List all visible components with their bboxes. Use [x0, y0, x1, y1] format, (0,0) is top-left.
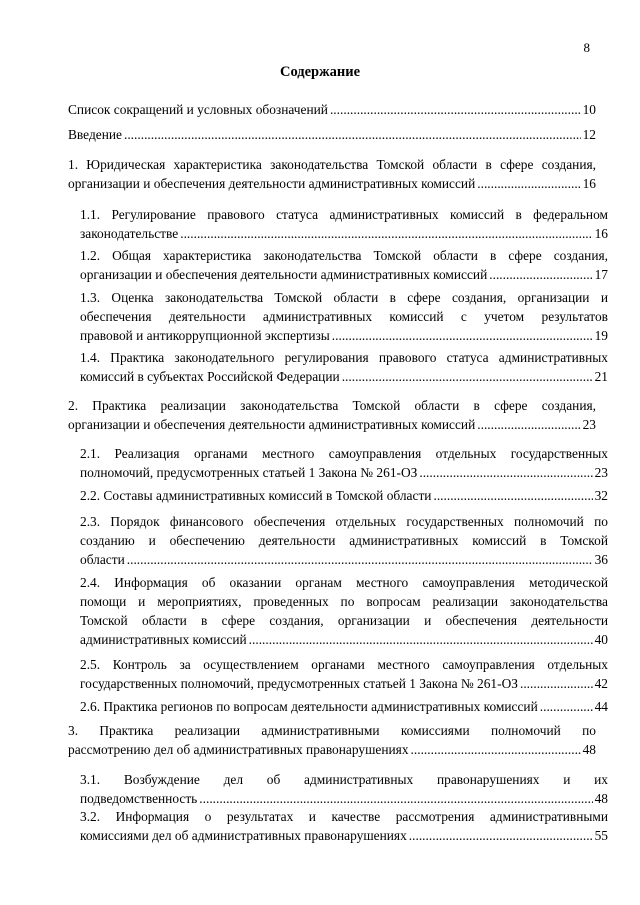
toc-entry[interactable]	[68, 512, 608, 569]
toc-entry-title: административных комиссий	[80, 632, 247, 647]
dot-leader	[409, 826, 593, 845]
dot-leader	[199, 789, 592, 808]
toc-entry-line: 3. Практика реализации административными комиссиями полномочий по	[68, 723, 596, 738]
toc-entry-line: 2.5. Контроль за осуществлением органами местного самоуправления отдельных	[80, 657, 608, 672]
toc-entry-line: 2.1. Реализация органами местного самоуправления отдельных государственных	[80, 446, 608, 461]
toc-entry-title: области	[80, 552, 125, 567]
toc-page-number: 23	[582, 417, 596, 432]
toc-entry-title: полномочий, предусмотренных статьей 1 Закона № 261-ОЗ	[80, 465, 418, 480]
toc-page-number: 48	[582, 742, 596, 757]
dot-leader	[489, 265, 592, 284]
toc-entry-line: 3.1. Возбуждение дел об административных правонарушениях и их	[80, 772, 608, 787]
toc-page-number: 23	[594, 465, 608, 480]
dot-leader	[127, 550, 593, 569]
toc-entry[interactable]	[68, 396, 596, 434]
toc-entry-title: организации и обеспечения деятельности административных комиссий	[80, 267, 488, 282]
toc-entry-title: организации и обеспечения деятельности административных комиссий	[68, 417, 476, 432]
toc-entry[interactable]	[68, 807, 608, 845]
toc-entry[interactable]	[68, 721, 596, 759]
toc-entry-line: созданию и обеспечению деятельности административных комиссий в Томской	[80, 533, 608, 548]
toc-page-number: 44	[594, 699, 608, 714]
toc-entry[interactable]	[68, 486, 608, 505]
toc-page-number: 48	[594, 791, 608, 806]
toc-entry-line: 1.1. Регулирование правового статуса административных комиссий в федеральном	[80, 207, 608, 222]
toc-entry-line: 2. Практика реализации законодательства Томской области в сфере создания,	[68, 398, 596, 413]
toc-page-number: 16	[582, 176, 596, 191]
toc-entry-title: государственных полномочий, предусмотренных статьей 1 Закона № 261-ОЗ	[80, 676, 518, 691]
toc-page-number: 12	[582, 127, 596, 142]
dot-leader	[477, 174, 580, 193]
toc-page-number: 17	[594, 267, 608, 282]
toc-entry[interactable]	[68, 573, 608, 649]
toc-entry-title: рассмотрению дел об административных правонарушениях	[68, 742, 409, 757]
toc-title: Содержание	[279, 64, 361, 80]
toc-entry-title: законодательстве	[80, 226, 179, 241]
toc-entry-title: комиссий в субъектах Российской Федерации	[80, 369, 340, 384]
toc-entry-title: правовой и антикоррупционной экспертизы	[80, 328, 330, 343]
toc-entry[interactable]	[68, 697, 608, 716]
toc-entry[interactable]	[68, 125, 596, 144]
toc-entry[interactable]	[68, 770, 608, 808]
toc-entry[interactable]	[68, 348, 608, 386]
toc-page-number: 21	[594, 369, 608, 384]
toc-entry-line: помощи и мероприятиях, проведенных по вопросам реализации законодательства	[80, 594, 608, 609]
dot-leader	[332, 326, 593, 345]
dot-leader	[411, 740, 581, 759]
toc-entry[interactable]	[68, 100, 596, 119]
toc-page-number: 42	[594, 676, 608, 691]
toc-page-number: 19	[594, 328, 608, 343]
toc-entry-line: обеспечения деятельности административных комиссий с учетом результатов	[80, 309, 608, 324]
toc-entry-title: 2.2. Составы административных комиссий в Томской области	[80, 488, 432, 503]
toc-entry[interactable]	[68, 655, 608, 693]
toc-entry-title: подведомственность	[80, 791, 198, 806]
toc-entry[interactable]	[68, 155, 596, 193]
dot-leader	[540, 697, 593, 716]
dot-leader	[180, 224, 592, 243]
toc-entry-line: 2.4. Информация об оказании органам местного самоуправления методической	[80, 575, 608, 590]
dot-leader	[330, 100, 581, 119]
toc-entry-title: организации и обеспечения деятельности административных комиссий	[68, 176, 476, 191]
toc-entry[interactable]	[68, 205, 608, 243]
dot-leader	[249, 630, 593, 649]
dot-leader	[342, 367, 593, 386]
page-number: 8	[583, 40, 590, 55]
toc-entry-title: комиссиями дел об административных правонарушениях	[80, 828, 407, 843]
dot-leader	[433, 486, 592, 505]
toc-page-number: 16	[594, 226, 608, 241]
toc-entry-title: 2.6. Практика регионов по вопросам деятельности административных комиссий	[80, 699, 538, 714]
toc-entry-line: 1.4. Практика законодательного регулирования правового статуса административных	[80, 350, 608, 365]
toc-entry[interactable]	[68, 246, 608, 284]
dot-leader	[520, 674, 593, 693]
dot-leader	[477, 415, 580, 434]
dot-leader	[419, 463, 592, 482]
dot-leader	[124, 125, 581, 144]
toc-page-number: 36	[594, 552, 608, 567]
toc-entry-title: Список сокращений и условных обозначений	[68, 102, 328, 117]
toc-entry-title: Введение	[68, 127, 122, 142]
toc-entry[interactable]	[68, 288, 608, 345]
toc-entry-line: 3.2. Информация о результатах и качестве рассмотрения административными	[80, 809, 608, 824]
toc-page-number: 55	[594, 828, 608, 843]
toc-entry-line: 1.3. Оценка законодательства Томской области в сфере создания, организации и	[80, 290, 608, 305]
toc-entry-line: 1. Юридическая характеристика законодательства Томской области в сфере создания,	[68, 157, 596, 172]
toc-entry-line: Томской области в сфере создания, организации и обеспечения деятельности	[80, 613, 608, 628]
toc-entry[interactable]	[68, 444, 608, 482]
toc-entry-line: 1.2. Общая характеристика законодательства Томской области в сфере создания,	[80, 248, 608, 263]
toc-page-number: 10	[582, 102, 596, 117]
toc-entry-line: 2.3. Порядок финансового обеспечения отдельных государственных полномочий по	[80, 514, 608, 529]
toc-page-number: 32	[594, 488, 608, 503]
toc-page-number: 40	[594, 632, 608, 647]
